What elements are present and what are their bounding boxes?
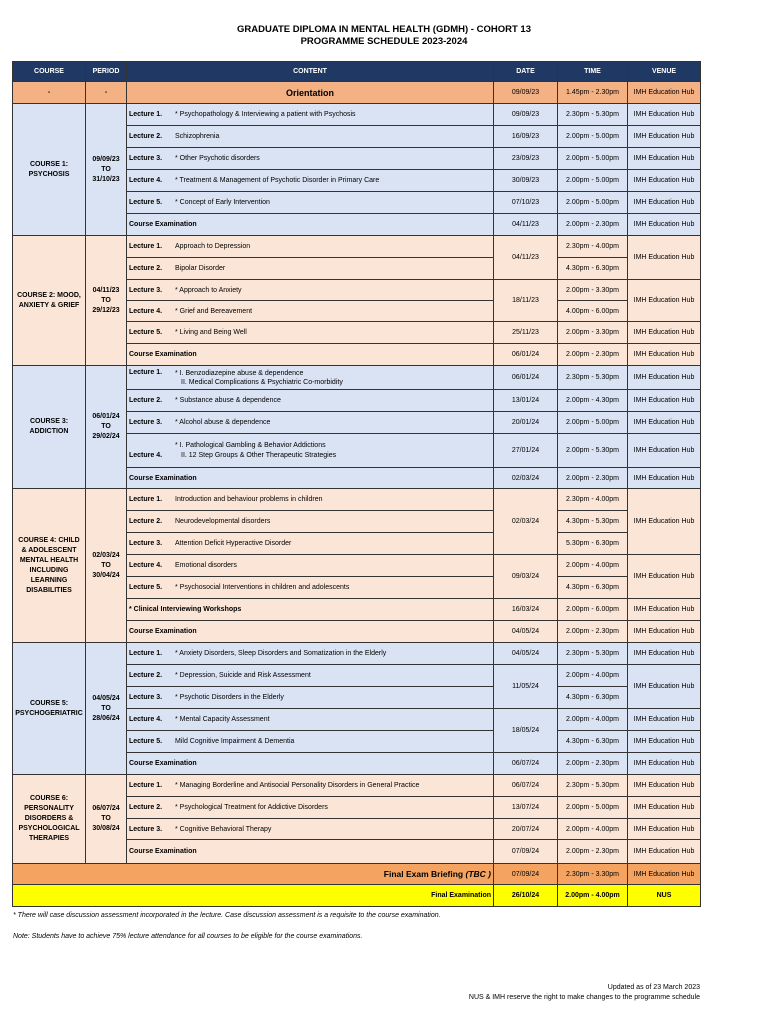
lecture-title: * Psychological Treatment for Addictive Disorders (175, 804, 328, 811)
lecture-venue: IMH Education Hub (628, 434, 701, 468)
lecture-venue: IMH Education Hub (628, 170, 701, 192)
exam-venue: IMH Education Hub (628, 468, 701, 489)
exam-date: 06/01/24 (494, 344, 558, 366)
lecture-date: 18/05/24 (494, 709, 558, 753)
lecture-date: 20/07/24 (494, 819, 558, 840)
lecture-venue: IMH Education Hub (628, 665, 701, 709)
updated-date: Updated as of 23 March 2023 (607, 984, 700, 991)
lecture-date: 16/09/23 (494, 126, 558, 148)
lecture-title: Neurodevelopmental disorders (175, 518, 271, 525)
lecture-title: * Alcohol abuse & dependence (175, 419, 271, 426)
course-3-period: 06/01/24 TO 29/02/24 (86, 366, 127, 489)
col-period: PERIOD (86, 62, 127, 82)
lecture-number: Lecture 3. (129, 155, 163, 162)
lecture-number: Lecture 4. (129, 177, 163, 184)
col-course: COURSE (13, 62, 86, 82)
course-1-name: COURSE 1: PSYCHOSIS (13, 104, 86, 236)
lecture-title: * Approach to Anxiety (175, 286, 242, 294)
lecture-number: Lecture 5. (129, 199, 163, 206)
exam-date: 07/09/24 (494, 840, 558, 864)
course-examination-label: Course Examination (127, 753, 494, 775)
lecture-title: * Concept of Early Intervention (175, 199, 270, 206)
course-6-period: 06/07/24 TO 30/08/24 (86, 775, 127, 864)
lecture-title: * Living and Being Well (175, 329, 247, 336)
lecture-title: * Psychotic Disorders in the Elderly (175, 694, 284, 701)
lecture-venue: IMH Education Hub (628, 322, 701, 344)
lecture-date: 04/11/23 (494, 236, 558, 280)
workshop-date: 16/03/24 (494, 599, 558, 621)
attendance-note: Note: Students have to achieve 75% lecture attendance for all courses to be eligible for the course examinations. (13, 933, 363, 940)
final-exam-time: 2.00pm - 4.00pm (558, 885, 628, 907)
lecture-date: 06/07/24 (494, 775, 558, 797)
course-examination-label: Course Examination (127, 214, 494, 236)
lecture-number: Lecture 2. (129, 804, 163, 811)
lecture-time: 2.00pm - 5.00pm (558, 412, 628, 434)
lecture-number: Lecture 3. (129, 825, 163, 833)
lecture-number: Lecture 5. (129, 584, 163, 591)
lecture-time: 2.00pm - 4.00pm (558, 555, 628, 577)
document-title: GRADUATE DIPLOMA IN MENTAL HEALTH (GDMH) - COHORT 13 (237, 24, 531, 35)
col-venue: VENUE (628, 62, 701, 82)
exam-venue: IMH Education Hub (628, 344, 701, 366)
lecture-title: * Depression, Suicide and Risk Assessment (175, 672, 311, 679)
final-briefing-tbc: (TBC ) (465, 869, 491, 879)
lecture-time: 2.30pm - 4.00pm (558, 236, 628, 258)
lecture-time: 2.30pm - 5.30pm (558, 643, 628, 665)
course-5-period: 04/05/24 TO 28/06/24 (86, 643, 127, 775)
final-exam-label: Final Examination (13, 885, 494, 907)
lecture-title: Introduction and behaviour problems in children (175, 496, 323, 503)
table-row (13, 236, 701, 258)
lecture-title: * Cognitive Behavioral Therapy (175, 825, 272, 833)
lecture-number: Lecture 2. (129, 397, 163, 404)
lecture-venue: IMH Education Hub (628, 775, 701, 797)
col-date: DATE (494, 62, 558, 82)
exam-venue: IMH Education Hub (628, 753, 701, 775)
lecture-date: 09/03/24 (494, 555, 558, 599)
final-exam-row (13, 885, 701, 907)
course-2-period: 04/11/23 TO 29/12/23 (86, 236, 127, 366)
lecture-date: 23/09/23 (494, 148, 558, 170)
lecture-time: 2.00pm - 4.00pm (558, 709, 628, 731)
lecture-date: 13/07/24 (494, 797, 558, 819)
lecture-time: 4.30pm - 6.30pm (558, 731, 628, 753)
exam-venue: IMH Education Hub (628, 840, 701, 864)
final-briefing-date: 07/09/24 (494, 864, 558, 885)
table-header-row (13, 62, 701, 82)
lecture-date: 13/01/24 (494, 390, 558, 412)
lecture-time: 4.00pm - 6.00pm (558, 301, 628, 322)
lecture-number: Lecture 2. (129, 672, 163, 679)
lecture-time: 2.00pm - 4.00pm (558, 665, 628, 687)
orientation-period: - (86, 82, 127, 104)
lecture-subtitle: II. 12 Step Groups & Other Therapeutic Strategies (181, 451, 337, 459)
lecture-title: * Managing Borderline and Antisocial Personality Disorders in General Practice (175, 782, 420, 789)
lecture-venue: IMH Education Hub (628, 731, 701, 753)
lecture-title: * Mental Capacity Assessment (175, 716, 270, 723)
lecture-time: 5.30pm - 6.30pm (558, 533, 628, 555)
workshop-venue: IMH Education Hub (628, 599, 701, 621)
asterisk-note: * There will case discussion assessment incorporated in the lecture. Case discussion assessment is a requisite to the course examination. (13, 912, 441, 919)
final-exam-date: 26/10/24 (494, 885, 558, 907)
exam-time: 2.00pm - 2.30pm (558, 621, 628, 643)
orientation-date: 09/09/23 (494, 82, 558, 104)
lecture-number: Lecture 3. (129, 694, 163, 701)
lecture-venue: IMH Education Hub (628, 797, 701, 819)
final-briefing-label: Final Exam Briefing (383, 869, 464, 879)
lecture-number: Lecture 1. (129, 496, 163, 503)
exam-date: 06/07/24 (494, 753, 558, 775)
course-examination-label: Course Examination (127, 468, 494, 489)
exam-date: 04/11/23 (494, 214, 558, 236)
lecture-number: Lecture 4. (129, 451, 163, 459)
lecture-venue: IMH Education Hub (628, 192, 701, 214)
course-1-period: 09/09/23 TO 31/10/23 (86, 104, 127, 236)
lecture-title: * I. Pathological Gambling & Behavior Addictions (175, 441, 326, 449)
lecture-title: Attention Deficit Hyperactive Disorder (175, 540, 292, 547)
lecture-time: 2.30pm - 4.00pm (558, 489, 628, 511)
exam-date: 02/03/24 (494, 468, 558, 489)
lecture-time: 2.00pm - 5.00pm (558, 126, 628, 148)
exam-time: 2.00pm - 2.30pm (558, 214, 628, 236)
lecture-title: * Substance abuse & dependence (175, 397, 281, 404)
lecture-date: 30/09/23 (494, 170, 558, 192)
lecture-venue: IMH Education Hub (628, 819, 701, 840)
lecture-time: 2.00pm - 5.00pm (558, 170, 628, 192)
course-4-period: 02/03/24 TO 30/04/24 (86, 489, 127, 643)
orientation-content: Orientation (127, 82, 494, 104)
col-content: CONTENT (127, 62, 494, 82)
exam-time: 2.00pm - 2.30pm (558, 753, 628, 775)
exam-venue: IMH Education Hub (628, 621, 701, 643)
course-6-name: COURSE 6: PERSONALITY DISORDERS & PSYCHOLOGICAL THERAPIES (13, 775, 86, 864)
lecture-venue: IMH Education Hub (628, 555, 701, 599)
final-briefing-row (13, 864, 701, 885)
lecture-venue: IMH Education Hub (628, 280, 701, 322)
lecture-venue: IMH Education Hub (628, 148, 701, 170)
lecture-date: 20/01/24 (494, 412, 558, 434)
table-row (13, 643, 701, 665)
lecture-number: Lecture 5. (129, 738, 163, 745)
lecture-title: Emotional disorders (175, 562, 237, 569)
lecture-number: Lecture 3. (129, 286, 163, 294)
exam-date: 04/05/24 (494, 621, 558, 643)
lecture-number: Lecture 1. (129, 111, 163, 118)
lecture-time: 4.30pm - 5.30pm (558, 511, 628, 533)
final-exam-venue: NUS (628, 885, 701, 907)
orientation-row (13, 82, 701, 104)
lecture-time: 4.30pm - 6.30pm (558, 577, 628, 599)
lecture-number: Lecture 1. (129, 650, 163, 657)
exam-venue: IMH Education Hub (628, 214, 701, 236)
lecture-venue: IMH Education Hub (628, 709, 701, 731)
lecture-title: * Other Psychotic disorders (175, 155, 260, 162)
final-briefing-time: 2.30pm - 3.30pm (558, 864, 628, 885)
lecture-title: Bipolar Disorder (175, 265, 226, 272)
lecture-date: 07/10/23 (494, 192, 558, 214)
lecture-title: Mild Cognitive Impairment & Dementia (175, 738, 295, 745)
orientation-time: 1.45pm - 2.30pm (558, 82, 628, 104)
lecture-date: 04/05/24 (494, 643, 558, 665)
course-examination-label: Course Examination (127, 344, 494, 366)
lecture-number: Lecture 1. (129, 782, 163, 789)
lecture-time: 2.30pm - 5.30pm (558, 104, 628, 126)
lecture-time: 2.00pm - 4.00pm (558, 819, 628, 840)
course-examination-label: Course Examination (127, 840, 494, 864)
course-examination-label: Course Examination (127, 621, 494, 643)
lecture-venue: IMH Education Hub (628, 104, 701, 126)
lecture-time: 2.00pm - 5.00pm (558, 797, 628, 819)
lecture-date: 27/01/24 (494, 434, 558, 468)
lecture-time: 2.00pm - 3.30pm (558, 322, 628, 344)
lecture-time: 2.00pm - 4.30pm (558, 390, 628, 412)
lecture-title: * Treatment & Management of Psychotic Disorder in Primary Care (175, 177, 380, 184)
lecture-title: Schizophrenia (175, 133, 220, 140)
lecture-date: 25/11/23 (494, 322, 558, 344)
lecture-time: 2.00pm - 5.00pm (558, 148, 628, 170)
exam-time: 2.00pm - 2.30pm (558, 840, 628, 864)
lecture-title: * I. Benzodiazepine abuse & dependence (175, 369, 304, 377)
orientation-course: - (13, 82, 86, 104)
lecture-venue: IMH Education Hub (628, 489, 701, 555)
exam-time: 2.00pm - 2.30pm (558, 344, 628, 366)
lecture-venue: IMH Education Hub (628, 236, 701, 280)
lecture-time: 4.30pm - 6.30pm (558, 258, 628, 280)
final-briefing-venue: IMH Education Hub (628, 864, 701, 885)
rights-notice: NUS & IMH reserve the right to make changes to the programme schedule (468, 994, 700, 1001)
lecture-title: * Anxiety Disorders, Sleep Disorders and Somatization in the Elderly (175, 650, 387, 657)
lecture-number: Lecture 2. (129, 133, 163, 140)
lecture-date: 06/01/24 (494, 366, 558, 390)
lecture-time: 2.00pm - 3.30pm (558, 280, 628, 301)
table-row (13, 489, 701, 511)
lecture-date: 09/09/23 (494, 104, 558, 126)
orientation-venue: IMH Education Hub (628, 82, 701, 104)
course-2-name: COURSE 2: MOOD, ANXIETY & GRIEF (13, 236, 86, 366)
lecture-title: * Grief and Bereavement (175, 307, 253, 315)
document-subtitle: PROGRAMME SCHEDULE 2023-2024 (300, 36, 468, 47)
workshop-time: 2.00pm - 6.00pm (558, 599, 628, 621)
course-5-name: COURSE 5: PSYCHOGERIATRIC (13, 643, 86, 775)
schedule-table (12, 61, 701, 907)
lecture-number: Lecture 3. (129, 540, 163, 547)
course-3-name: COURSE 3: ADDICTION (13, 366, 86, 489)
lecture-number: Lecture 1. (129, 368, 163, 376)
lecture-time: 2.00pm - 5.00pm (558, 192, 628, 214)
lecture-number: Lecture 2. (129, 265, 163, 272)
lecture-venue: IMH Education Hub (628, 643, 701, 665)
lecture-date: 11/05/24 (494, 665, 558, 709)
lecture-time: 2.30pm - 5.30pm (558, 366, 628, 390)
lecture-number: Lecture 4. (129, 307, 163, 315)
workshop-label: * Clinical Interviewing Workshops (127, 599, 494, 621)
lecture-date: 18/11/23 (494, 280, 558, 322)
lecture-time: 2.30pm - 5.30pm (558, 775, 628, 797)
lecture-number: Lecture 3. (129, 419, 163, 426)
lecture-time: 4.30pm - 6.30pm (558, 687, 628, 709)
lecture-number: Lecture 5. (129, 329, 163, 336)
lecture-title: * Psychopathology & Interviewing a patient with Psychosis (175, 111, 356, 118)
lecture-venue: IMH Education Hub (628, 126, 701, 148)
lecture-date: 02/03/24 (494, 489, 558, 555)
col-time: TIME (558, 62, 628, 82)
lecture-venue: IMH Education Hub (628, 390, 701, 412)
lecture-title: * Psychosocial Interventions in children and adolescents (175, 584, 350, 591)
course-4-name: COURSE 4: CHILD & ADOLESCENT MENTAL HEALTH INCLUDING LEARNING DISABILITIES (13, 489, 86, 643)
lecture-venue: IMH Education Hub (628, 412, 701, 434)
lecture-number: Lecture 1. (129, 243, 163, 250)
lecture-subtitle: II. Medical Complications & Psychiatric Co-morbidity (181, 378, 343, 386)
lecture-title: Approach to Depression (175, 243, 251, 250)
lecture-number: Lecture 4. (129, 562, 163, 569)
lecture-number: Lecture 2. (129, 518, 163, 525)
lecture-venue: IMH Education Hub (628, 366, 701, 390)
table-row (13, 775, 701, 797)
table-row (13, 366, 701, 390)
lecture-time: 2.00pm - 5.30pm (558, 434, 628, 468)
exam-time: 2.00pm - 2.30pm (558, 468, 628, 489)
lecture-number: Lecture 4. (129, 716, 163, 723)
table-row (13, 104, 701, 126)
